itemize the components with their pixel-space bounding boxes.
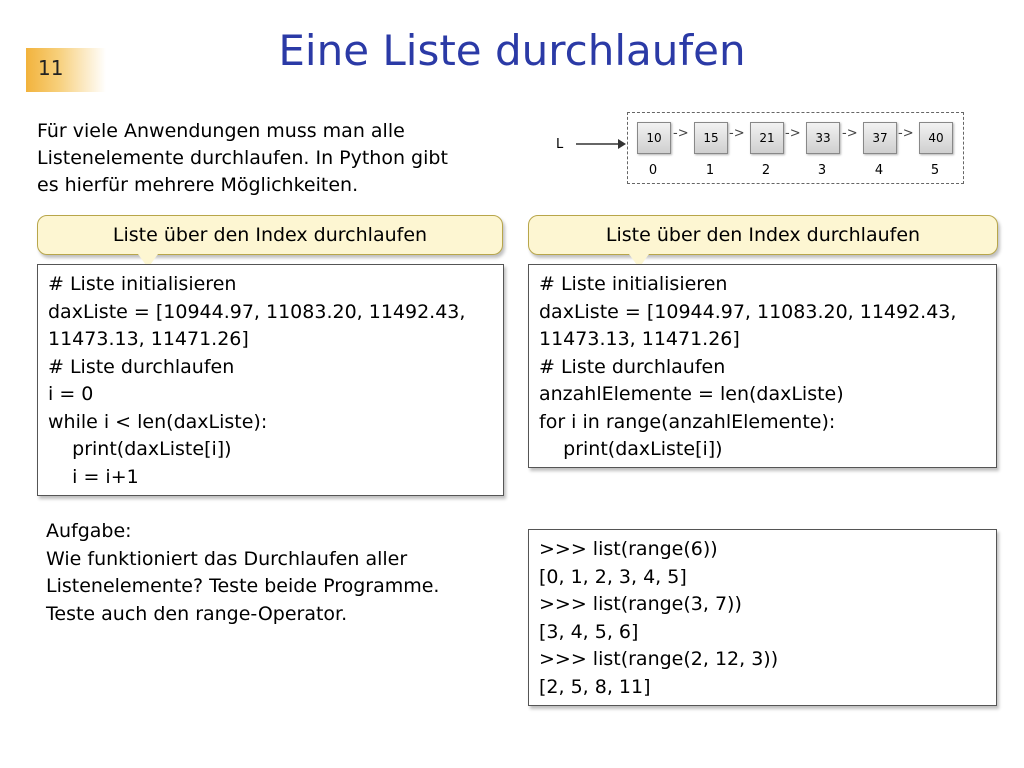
code-line: daxListe = [10944.97, 11083.20, 11492.43,: [48, 300, 466, 323]
task-line: Teste auch den range-Operator.: [46, 602, 348, 625]
task-line: Listenelemente? Teste beide Programme.: [46, 575, 440, 597]
code-line: print(daxListe[i]): [48, 438, 232, 460]
code-line: while i < len(daxListe):: [48, 410, 268, 433]
list-index: 3: [817, 163, 827, 178]
link-arrow-icon: ->: [898, 126, 914, 141]
code-line: [0, 1, 2, 3, 4, 5]: [539, 565, 687, 588]
code-line: daxListe = [10944.97, 11083.20, 11492.43,: [539, 300, 957, 323]
code-line: # Liste durchlaufen: [48, 355, 235, 378]
task-text: [46, 518, 486, 628]
code-line: # Liste initialisieren: [539, 273, 728, 295]
list-cell: 15: [694, 122, 728, 154]
intro-line: Für viele Anwendungen muss man alle: [37, 120, 405, 142]
list-cell: 10: [637, 122, 671, 154]
intro-text: [37, 118, 497, 199]
code-line: >>> list(range(6)): [539, 538, 718, 560]
code-line: [3, 4, 5, 6]: [539, 620, 639, 643]
list-index: 2: [761, 163, 771, 178]
slide-title: Eine Liste durchlaufen: [278, 26, 746, 75]
range-examples-code: [528, 529, 997, 706]
list-pointer-arrow: [574, 136, 626, 152]
list-index: 5: [930, 163, 940, 178]
while-loop-code: [37, 264, 504, 496]
list-cell: 37: [863, 122, 897, 154]
intro-line: es hierfür mehrere Möglichkeiten.: [37, 174, 359, 196]
right-callout-label: Liste über den Index durchlaufen: [605, 224, 921, 246]
task-line: Wie funktioniert das Durchlaufen aller: [46, 547, 408, 570]
left-callout: [37, 215, 503, 255]
list-pointer-label: L: [556, 137, 564, 152]
list-index: 1: [705, 163, 715, 178]
code-line: [2, 5, 8, 11]: [539, 675, 651, 698]
link-arrow-icon: ->: [842, 126, 858, 141]
list-index: 0: [648, 163, 658, 178]
code-line: # Liste initialisieren: [48, 273, 237, 295]
code-line: # Liste durchlaufen: [539, 355, 726, 378]
code-line: >>> list(range(2, 12, 3)): [539, 648, 779, 670]
list-diagram-frame: [627, 112, 964, 184]
code-line: print(daxListe[i]): [539, 438, 723, 460]
task-line: Aufgabe:: [46, 520, 132, 542]
for-loop-code: [528, 264, 997, 468]
code-line: 11473.13, 11471.26]: [48, 328, 249, 350]
list-index: 4: [874, 163, 884, 178]
link-arrow-icon: ->: [729, 126, 745, 141]
intro-line: Listenelemente durchlaufen. In Python gibt: [37, 147, 448, 169]
code-line: anzahlElemente = len(daxListe): [539, 383, 844, 405]
link-arrow-icon: ->: [785, 126, 801, 141]
code-line: i = 0: [48, 383, 94, 405]
slide-number: 11: [38, 56, 64, 80]
code-line: >>> list(range(3, 7)): [539, 593, 742, 615]
list-cell: 33: [806, 122, 840, 154]
list-cell: 40: [919, 122, 953, 154]
code-line: for i in range(anzahlElemente):: [539, 410, 836, 433]
list-cell: 21: [750, 122, 784, 154]
right-callout: [528, 215, 998, 255]
code-line: 11473.13, 11471.26]: [539, 328, 740, 350]
link-arrow-icon: ->: [673, 126, 689, 141]
left-callout-label: Liste über den Index durchlaufen: [112, 224, 428, 246]
code-line: i = i+1: [48, 465, 139, 488]
